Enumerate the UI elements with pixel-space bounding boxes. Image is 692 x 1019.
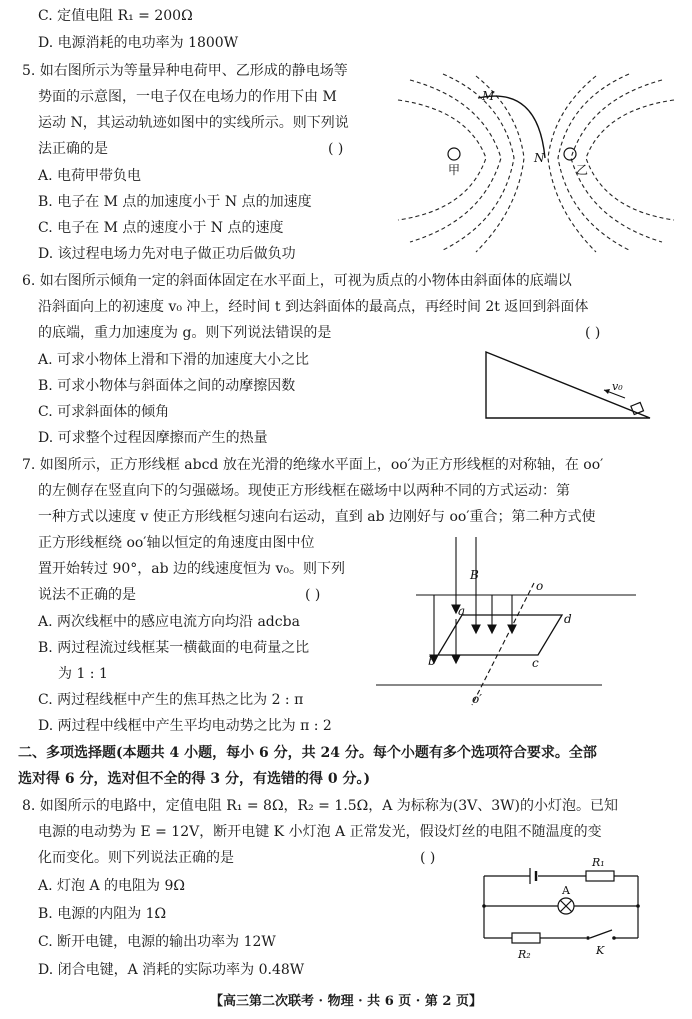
q6-option-d: D. 可求整个过程因摩擦而产生的热量 <box>38 430 268 446</box>
q8-fig-label-lamp: A <box>562 884 570 897</box>
q8-option-b: B. 电源的内阻为 1Ω <box>38 906 167 922</box>
q5-option-d: D. 该过程电场力先对电子做正功后做负功 <box>38 246 296 262</box>
q5-stem-line2: 势面的示意图，一电子仅在电场力的作用下由 M <box>38 89 337 105</box>
q8-fig-label-r2: R₂ <box>518 948 531 961</box>
q8-fig-label-k: K <box>596 944 605 957</box>
q5-stem-line4: 法正确的是 <box>38 141 108 157</box>
q6-option-b: B. 可求小物体与斜面体之间的动摩擦因数 <box>38 378 296 394</box>
q6-stem-line1: 6. 如右图所示倾角一定的斜面体固定在水平面上，可视为质点的小物体由斜面体的底端以 <box>22 273 572 289</box>
q8-circuit-figure <box>478 852 648 962</box>
q7-fig-label-d: d <box>564 612 572 626</box>
q5-fig-label-m: M <box>482 89 495 103</box>
q5-fig-label-yi: 乙 <box>576 163 589 177</box>
q5-answer-paren: ( ) <box>328 141 344 157</box>
q5-option-a: A. 电荷甲带负电 <box>38 168 142 184</box>
q5-fig-label-jia: 甲 <box>448 163 461 177</box>
q7-answer-paren: ( ) <box>305 587 321 603</box>
q7-option-a: A. 两次线框中的感应电流方向均沿 adcba <box>38 614 300 630</box>
q5-fig-label-n: N <box>534 151 545 165</box>
section2-header-line2: 选对得 6 分，选对但不全的得 3 分，有选错的得 0 分。) <box>18 771 371 787</box>
q6-fig-label-v0: v₀ <box>612 380 623 393</box>
q7-stem-line4: 正方形线框绕 oo′轴以恒定的角速度由图中位 <box>38 535 315 551</box>
q7-fig-label-c: c <box>532 656 539 670</box>
q7-stem-line6: 说法不正确的是 <box>38 587 136 603</box>
q6-incline-figure <box>478 348 658 424</box>
q5-option-c: C. 电子在 M 点的速度小于 N 点的速度 <box>38 220 284 236</box>
q5-option-b: B. 电子在 M 点的加速度小于 N 点的加速度 <box>38 194 312 210</box>
q5-stem-line1: 5. 如右图所示为等量异种电荷甲、乙形成的静电场等 <box>22 63 348 79</box>
q6-stem-line2: 沿斜面向上的初速度 v₀ 冲上，经时间 t 到达斜面体的最高点，再经时间 2t 返回到斜面体 <box>38 299 589 315</box>
q6-option-a: A. 可求小物体上滑和下滑的加速度大小之比 <box>38 352 310 368</box>
q8-stem-line1: 8. 如图所示的电路中，定值电阻 R₁ = 8Ω，R₂ = 1.5Ω，A 为标称为(3V、3W)的小灯泡。已知 <box>22 798 619 814</box>
q8-stem-line3: 化而变化。则下列说法正确的是 <box>38 850 234 866</box>
q8-fig-label-r1: R₁ <box>592 856 605 869</box>
q5-field-figure <box>388 70 684 256</box>
q7-option-c: C. 两过程线框中产生的焦耳热之比为 2 : π <box>38 692 304 708</box>
q7-option-b-line2: 为 1 : 1 <box>58 666 108 682</box>
q7-stem-line2: 的左侧存在竖直向下的匀强磁场。现使正方形线框在磁场中以两种不同的方式运动：第 <box>38 483 570 499</box>
q8-option-d: D. 闭合电键，A 消耗的实际功率为 0.48W <box>38 962 305 978</box>
q7-fig-label-b-corner: b <box>428 654 436 668</box>
q7-fig-label-b: B <box>470 568 479 582</box>
q7-option-d: D. 两过程中线框中产生平均电动势之比为 π : 2 <box>38 718 332 734</box>
q8-answer-paren: ( ) <box>420 850 436 866</box>
q8-option-a: A. 灯泡 A 的电阻为 9Ω <box>38 878 185 894</box>
q7-stem-line1: 7. 如图所示，正方形线框 abcd 放在光滑的绝缘水平面上，oo′为正方形线框的对称轴，在 oo′ <box>22 457 604 473</box>
q7-fig-label-a: a <box>458 604 466 618</box>
q5-stem-line3: 运动 N，其运动轨迹如图中的实线所示。则下列说 <box>38 115 349 131</box>
q4-option-c: C. 定值电阻 R₁ = 200Ω <box>38 8 193 24</box>
q7-stem-line5: 置开始转过 90°，ab 边的线速度恒为 v₀。则下列 <box>38 561 345 577</box>
section2-header-line1: 二、多项选择题(本题共 4 小题，每小 6 分，共 24 分。每个小题有多个选项符合要求。全部 <box>18 745 597 761</box>
q8-option-c: C. 断开电键，电源的输出功率为 12W <box>38 934 276 950</box>
q6-option-c: C. 可求斜面体的倾角 <box>38 404 170 420</box>
q7-magnet-frame-figure <box>372 535 638 710</box>
q7-fig-label-o-prime: o′ <box>472 692 482 706</box>
q7-fig-label-o: o <box>536 579 544 593</box>
q8-stem-line2: 电源的电动势为 E = 12V，断开电键 K 小灯泡 A 正常发光，假设灯丝的电阻不随温度的变 <box>38 824 602 840</box>
q7-option-b-line1: B. 两过程流过线框某一横截面的电荷量之比 <box>38 640 310 656</box>
page-footer: 【高三第二次联考 · 物理 · 共 6 页 · 第 2 页】 <box>210 994 482 1009</box>
q4-option-d: D. 电源消耗的电功率为 1800W <box>38 35 239 51</box>
q6-stem-line3: 的底端，重力加速度为 g。则下列说法错误的是 <box>38 325 332 341</box>
q6-answer-paren: ( ) <box>585 325 601 341</box>
q7-stem-line3: 一种方式以速度 v 使正方形线框匀速向右运动，直到 ab 边刚好与 oo′重合；第二种方式使 <box>38 509 596 525</box>
